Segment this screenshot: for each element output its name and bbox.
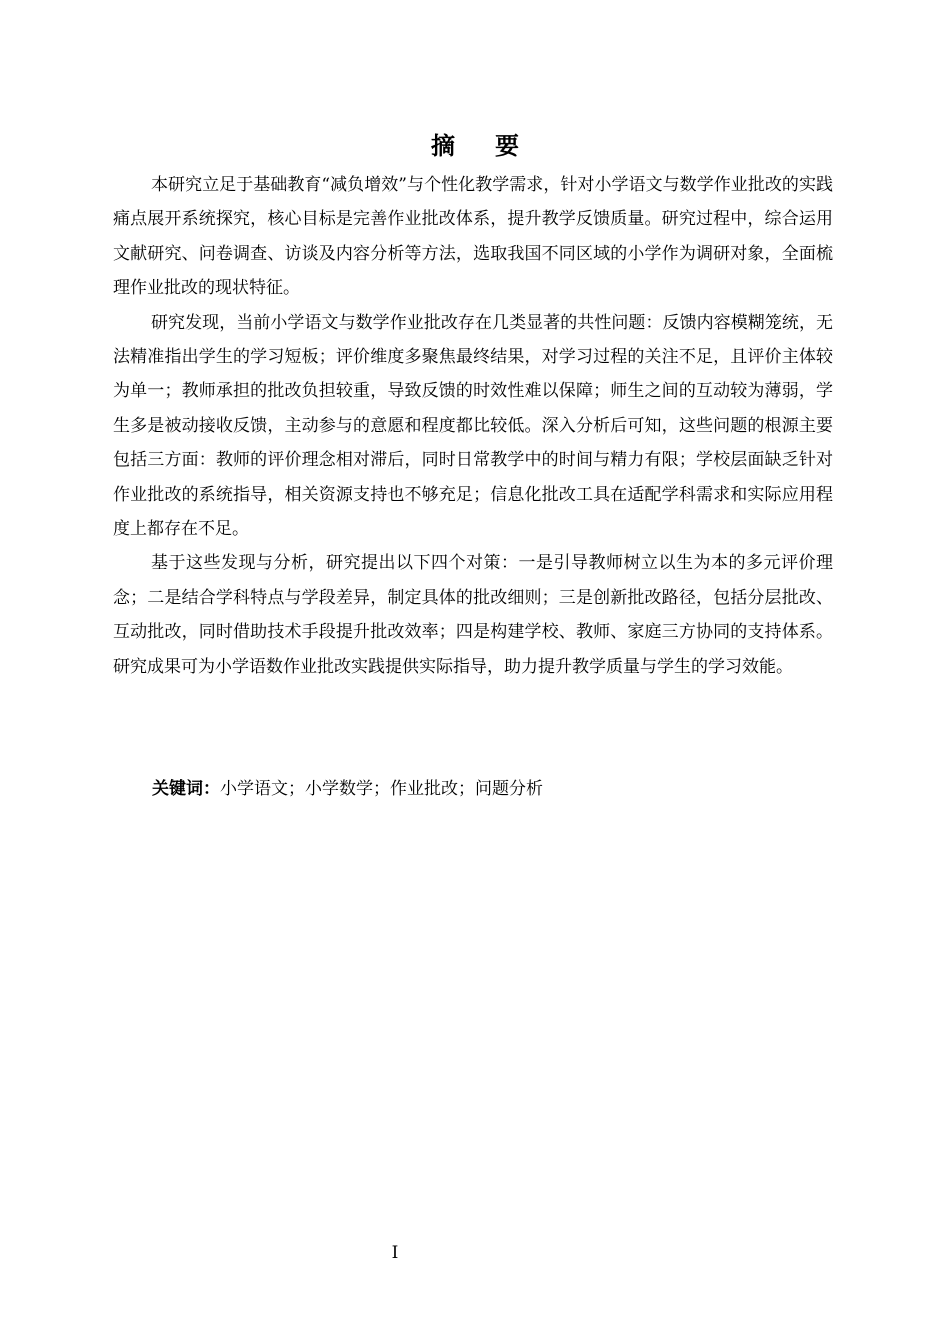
abstract-body — [113, 168, 833, 684]
abstract-paragraph: 研究发现，当前小学语文与数学作业批改存在几类显著的共性问题：反馈内容模糊笼统，无法精准指出学生的学习短板；评价维度多聚焦最终结果，对学习过程的关注不足，且评价主体较为单一；教师承担的批改负担较重，导致反馈的时效性难以保障；师生之间的互动较为薄弱，学生多是被动接收反馈，主动参与的意愿和程度都比较低。深入分析后可知，这些问题的根源主要包括三方面：教师的评价理念相对滞后，同时日常教学中的时间与精力有限；学校层面缺乏针对作业批改的系统指导，相关资源支持也不够充足；信息化批改工具在适配学科需求和实际应用程度上都存在不足。 — [113, 312, 833, 540]
page-number: I — [391, 1243, 399, 1263]
keywords-line — [152, 774, 543, 804]
abstract-paragraph: 基于这些发现与分析，研究提出以下四个对策：一是引导教师树立以生为本的多元评价理念；二是结合学科特点与学段差异，制定具体的批改细则；三是创新批改路径，包括分层批改、互动批改，同时借助技术手段提升批改效率；四是构建学校、教师、家庭三方协同的支持体系。研究成果可为小学语数作业批改实践提供实际指导，助力提升教学质量与学生的学习效能。 — [113, 553, 833, 677]
page-title: 摘要 — [431, 132, 559, 160]
abstract-paragraph: 本研究立足于基础教育“减负增效”与个性化教学需求，针对小学语文与数学作业批改的实践痛点展开系统探究，核心目标是完善作业批改体系，提升教学反馈质量。研究过程中，综合运用文献研究、问卷调查、访谈及内容分析等方法，选取我国不同区域的小学作为调研对象，全面梳理作业批改的现状特征。 — [113, 175, 833, 299]
keywords-label: 关键词： — [152, 779, 220, 799]
keywords-text: 小学语文；小学数学；作业批改；问题分析 — [220, 779, 543, 799]
